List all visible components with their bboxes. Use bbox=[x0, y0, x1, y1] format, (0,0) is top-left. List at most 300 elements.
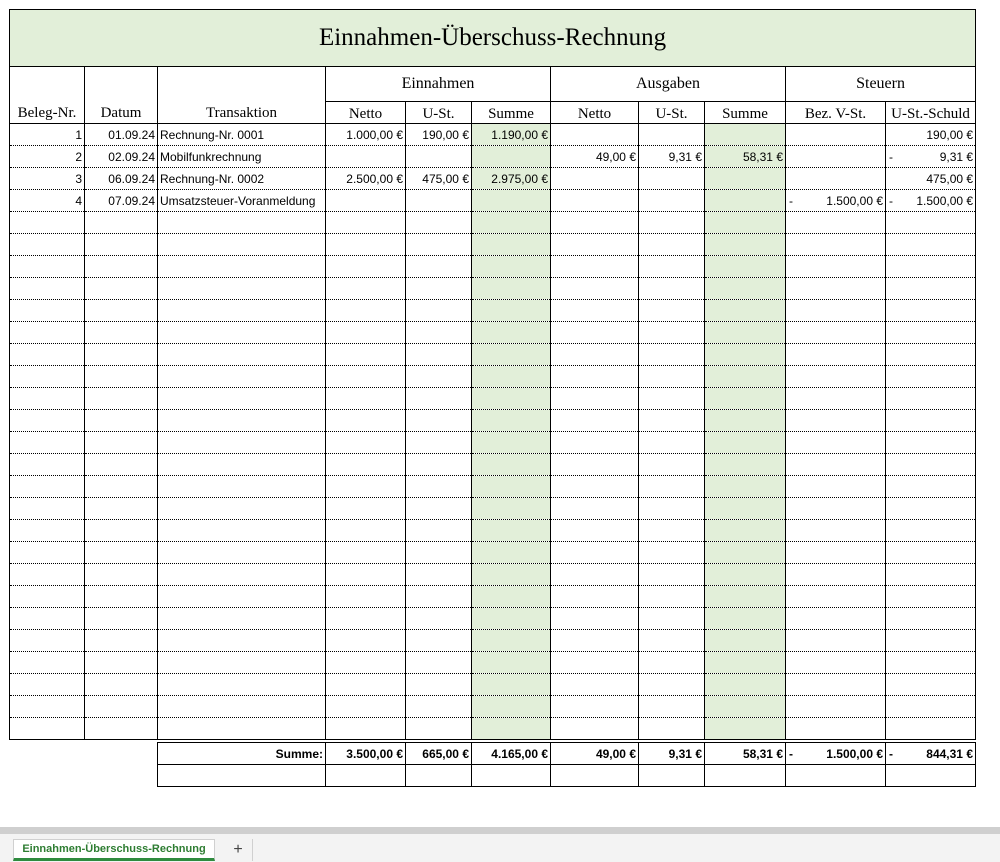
cell-beleg[interactable] bbox=[10, 696, 85, 718]
cell-ausgaben-netto[interactable] bbox=[551, 542, 639, 564]
cell-ust-schuld[interactable] bbox=[886, 564, 976, 586]
cell-einnahmen-netto[interactable] bbox=[326, 564, 406, 586]
cell-einnahmen-summe[interactable] bbox=[472, 146, 551, 168]
total-ausgaben-ust[interactable]: 9,31 € bbox=[639, 743, 705, 765]
cell-ausgaben-netto[interactable] bbox=[551, 366, 639, 388]
cell-einnahmen-summe[interactable] bbox=[472, 410, 551, 432]
total-einnahmen-ust[interactable]: 665,00 € bbox=[406, 743, 472, 765]
cell-einnahmen-ust[interactable] bbox=[406, 520, 472, 542]
cell-ausgaben-summe[interactable] bbox=[705, 212, 786, 234]
cell-einnahmen-ust[interactable] bbox=[406, 674, 472, 696]
cell-transaktion[interactable]: Mobilfunkrechnung bbox=[158, 146, 326, 168]
cell-einnahmen-ust[interactable] bbox=[406, 322, 472, 344]
cell-bez-vst[interactable] bbox=[786, 498, 886, 520]
cell-transaktion[interactable]: Rechnung-Nr. 0001 bbox=[158, 124, 326, 146]
cell-datum[interactable] bbox=[85, 498, 158, 520]
cell-ust-schuld[interactable] bbox=[886, 366, 976, 388]
cell-ausgaben-summe[interactable] bbox=[705, 718, 786, 740]
cell-bez-vst[interactable] bbox=[786, 322, 886, 344]
cell-transaktion[interactable]: Umsatzsteuer-Voranmeldung bbox=[158, 190, 326, 212]
empty-cell[interactable] bbox=[551, 765, 639, 787]
cell-einnahmen-ust[interactable] bbox=[406, 630, 472, 652]
cell-ust-schuld[interactable] bbox=[886, 608, 976, 630]
cell-einnahmen-summe[interactable] bbox=[472, 652, 551, 674]
cell-datum[interactable] bbox=[85, 652, 158, 674]
cell-ausgaben-ust[interactable] bbox=[639, 696, 705, 718]
cell-ausgaben-ust[interactable] bbox=[639, 520, 705, 542]
cell-beleg[interactable] bbox=[10, 256, 85, 278]
cell-einnahmen-netto[interactable] bbox=[326, 586, 406, 608]
cell-ust-schuld[interactable] bbox=[886, 212, 976, 234]
cell-datum[interactable] bbox=[85, 388, 158, 410]
cell-einnahmen-netto[interactable] bbox=[326, 278, 406, 300]
cell-beleg[interactable] bbox=[10, 674, 85, 696]
cell-ust-schuld[interactable] bbox=[886, 234, 976, 256]
cell-einnahmen-summe[interactable] bbox=[472, 190, 551, 212]
cell-bez-vst[interactable] bbox=[786, 608, 886, 630]
cell-einnahmen-ust[interactable] bbox=[406, 586, 472, 608]
cell-ust-schuld[interactable] bbox=[886, 696, 976, 718]
cell-ausgaben-ust[interactable] bbox=[639, 454, 705, 476]
cell-einnahmen-ust[interactable] bbox=[406, 498, 472, 520]
cell-einnahmen-summe[interactable] bbox=[472, 564, 551, 586]
cell-bez-vst[interactable] bbox=[786, 146, 886, 168]
cell-ust-schuld[interactable] bbox=[886, 146, 976, 168]
cell-ausgaben-summe[interactable] bbox=[705, 256, 786, 278]
cell-bez-vst[interactable] bbox=[786, 278, 886, 300]
cell-bez-vst[interactable] bbox=[786, 652, 886, 674]
cell-einnahmen-summe[interactable] bbox=[472, 608, 551, 630]
cell-bez-vst[interactable] bbox=[786, 432, 886, 454]
cell-einnahmen-summe[interactable] bbox=[472, 322, 551, 344]
cell-transaktion[interactable] bbox=[158, 256, 326, 278]
cell-ausgaben-netto[interactable] bbox=[551, 652, 639, 674]
cell-einnahmen-netto[interactable] bbox=[326, 674, 406, 696]
cell-transaktion[interactable] bbox=[158, 388, 326, 410]
total-bez-vst-cell[interactable] bbox=[786, 743, 886, 765]
cell-ausgaben-netto[interactable] bbox=[551, 498, 639, 520]
empty-cell[interactable] bbox=[326, 765, 406, 787]
cell-ausgaben-summe[interactable] bbox=[705, 300, 786, 322]
cell-beleg[interactable]: 3 bbox=[10, 168, 85, 190]
header-datum[interactable]: Datum bbox=[85, 67, 158, 124]
cell-datum[interactable] bbox=[85, 322, 158, 344]
cell-beleg[interactable] bbox=[10, 366, 85, 388]
cell-transaktion[interactable] bbox=[158, 234, 326, 256]
cell-beleg[interactable] bbox=[10, 388, 85, 410]
cell-ausgaben-ust[interactable] bbox=[639, 300, 705, 322]
cell-datum[interactable] bbox=[85, 454, 158, 476]
cell-ausgaben-summe[interactable] bbox=[705, 498, 786, 520]
cell-einnahmen-netto[interactable] bbox=[326, 652, 406, 674]
cell-ausgaben-ust[interactable]: 9,31 € bbox=[639, 146, 705, 168]
cell-ausgaben-ust[interactable] bbox=[639, 476, 705, 498]
cell-bez-vst[interactable] bbox=[786, 388, 886, 410]
cell-einnahmen-ust[interactable] bbox=[406, 542, 472, 564]
cell-ausgaben-netto[interactable] bbox=[551, 476, 639, 498]
cell-einnahmen-netto[interactable] bbox=[326, 410, 406, 432]
cell-einnahmen-summe[interactable] bbox=[472, 212, 551, 234]
cell-ausgaben-ust[interactable] bbox=[639, 674, 705, 696]
cell-bez-vst[interactable] bbox=[786, 168, 886, 190]
sheet-tab-euer[interactable]: Einnahmen-Überschuss-Rechnung bbox=[13, 839, 215, 861]
cell-beleg[interactable]: 2 bbox=[10, 146, 85, 168]
cell-bez-vst[interactable] bbox=[786, 542, 886, 564]
cell-datum[interactable] bbox=[85, 278, 158, 300]
cell-einnahmen-ust[interactable] bbox=[406, 388, 472, 410]
cell-ausgaben-summe[interactable] bbox=[705, 366, 786, 388]
cell-ausgaben-netto[interactable] bbox=[551, 520, 639, 542]
empty-cell[interactable] bbox=[786, 765, 886, 787]
cell-einnahmen-netto[interactable]: 2.500,00 € bbox=[326, 168, 406, 190]
cell-einnahmen-summe[interactable] bbox=[472, 256, 551, 278]
cell-einnahmen-netto[interactable] bbox=[326, 542, 406, 564]
cell-einnahmen-summe[interactable] bbox=[472, 696, 551, 718]
total-einnahmen-netto[interactable]: 3.500,00 € bbox=[326, 743, 406, 765]
cell-einnahmen-ust[interactable]: 475,00 € bbox=[406, 168, 472, 190]
cell-einnahmen-netto[interactable] bbox=[326, 432, 406, 454]
group-ausgaben[interactable]: Ausgaben bbox=[551, 67, 786, 102]
cell-einnahmen-ust[interactable] bbox=[406, 652, 472, 674]
cell-einnahmen-netto[interactable] bbox=[326, 520, 406, 542]
cell-einnahmen-netto[interactable] bbox=[326, 608, 406, 630]
cell-datum[interactable] bbox=[85, 476, 158, 498]
cell-einnahmen-netto[interactable] bbox=[326, 344, 406, 366]
cell-datum[interactable] bbox=[85, 212, 158, 234]
empty-cell[interactable] bbox=[472, 765, 551, 787]
cell-ust-schuld[interactable] bbox=[886, 168, 976, 190]
cell-beleg[interactable] bbox=[10, 498, 85, 520]
cell-ausgaben-netto[interactable] bbox=[551, 410, 639, 432]
cell-einnahmen-ust[interactable] bbox=[406, 410, 472, 432]
empty-cell[interactable] bbox=[639, 765, 705, 787]
cell-ausgaben-netto[interactable] bbox=[551, 630, 639, 652]
cell-ausgaben-summe[interactable] bbox=[705, 586, 786, 608]
cell-einnahmen-summe[interactable] bbox=[472, 388, 551, 410]
cell-ausgaben-netto[interactable] bbox=[551, 564, 639, 586]
cell-beleg[interactable]: 1 bbox=[10, 124, 85, 146]
cell-bez-vst[interactable] bbox=[786, 586, 886, 608]
cell-bez-vst[interactable] bbox=[786, 234, 886, 256]
cell-datum[interactable] bbox=[85, 432, 158, 454]
cell-ust-schuld[interactable] bbox=[886, 498, 976, 520]
cell-einnahmen-ust[interactable] bbox=[406, 234, 472, 256]
cell-ausgaben-ust[interactable] bbox=[639, 608, 705, 630]
cell-ausgaben-netto[interactable] bbox=[551, 256, 639, 278]
cell-datum[interactable] bbox=[85, 674, 158, 696]
cell-einnahmen-summe[interactable]: 2.975,00 € bbox=[472, 168, 551, 190]
cell-bez-vst[interactable] bbox=[786, 410, 886, 432]
cell-einnahmen-summe[interactable] bbox=[472, 718, 551, 740]
cell-bez-vst[interactable] bbox=[786, 124, 886, 146]
cell-beleg[interactable] bbox=[10, 344, 85, 366]
cell-datum[interactable] bbox=[85, 564, 158, 586]
cell-ausgaben-summe[interactable] bbox=[705, 652, 786, 674]
cell-datum[interactable] bbox=[85, 696, 158, 718]
cell-ausgaben-ust[interactable] bbox=[639, 212, 705, 234]
cell-transaktion[interactable] bbox=[158, 300, 326, 322]
cell-datum[interactable] bbox=[85, 718, 158, 740]
cell-ausgaben-netto[interactable] bbox=[551, 674, 639, 696]
group-einnahmen[interactable]: Einnahmen bbox=[326, 67, 551, 102]
total-ausgaben-summe[interactable]: 58,31 € bbox=[705, 743, 786, 765]
cell-ausgaben-summe[interactable] bbox=[705, 696, 786, 718]
cell-bez-vst[interactable] bbox=[786, 696, 886, 718]
cell-ausgaben-ust[interactable] bbox=[639, 234, 705, 256]
header-ausgaben-ust[interactable]: U-St. bbox=[639, 102, 705, 124]
sheet-title[interactable]: Einnahmen-Überschuss-Rechnung bbox=[10, 10, 976, 67]
cell-einnahmen-ust[interactable] bbox=[406, 564, 472, 586]
cell-einnahmen-summe[interactable] bbox=[472, 454, 551, 476]
cell-beleg[interactable] bbox=[10, 608, 85, 630]
cell-bez-vst[interactable] bbox=[786, 564, 886, 586]
cell-datum[interactable]: 07.09.24 bbox=[85, 190, 158, 212]
cell-bez-vst[interactable] bbox=[786, 190, 886, 212]
cell-ust-schuld[interactable] bbox=[886, 520, 976, 542]
cell-einnahmen-summe[interactable] bbox=[472, 300, 551, 322]
cell-bez-vst[interactable] bbox=[786, 212, 886, 234]
cell-datum[interactable]: 01.09.24 bbox=[85, 124, 158, 146]
cell-beleg[interactable] bbox=[10, 520, 85, 542]
cell-ausgaben-netto[interactable] bbox=[551, 454, 639, 476]
cell-ausgaben-ust[interactable] bbox=[639, 388, 705, 410]
cell-ausgaben-summe[interactable]: 58,31 € bbox=[705, 146, 786, 168]
cell-datum[interactable] bbox=[85, 366, 158, 388]
cell-ausgaben-summe[interactable] bbox=[705, 674, 786, 696]
cell-ausgaben-ust[interactable] bbox=[639, 432, 705, 454]
cell-einnahmen-netto[interactable] bbox=[326, 190, 406, 212]
cell-ausgaben-ust[interactable] bbox=[639, 124, 705, 146]
cell-einnahmen-ust[interactable] bbox=[406, 344, 472, 366]
cell-einnahmen-ust[interactable] bbox=[406, 432, 472, 454]
cell-beleg[interactable] bbox=[10, 652, 85, 674]
cell-ust-schuld[interactable] bbox=[886, 718, 976, 740]
cell-ausgaben-summe[interactable] bbox=[705, 190, 786, 212]
cell-einnahmen-summe[interactable] bbox=[472, 520, 551, 542]
cell-ust-schuld[interactable] bbox=[886, 124, 976, 146]
cell-ausgaben-ust[interactable] bbox=[639, 498, 705, 520]
cell-beleg[interactable] bbox=[10, 476, 85, 498]
cell-einnahmen-netto[interactable] bbox=[326, 212, 406, 234]
cell-beleg[interactable] bbox=[10, 542, 85, 564]
cell-transaktion[interactable] bbox=[158, 586, 326, 608]
cell-einnahmen-summe[interactable]: 1.190,00 € bbox=[472, 124, 551, 146]
cell-einnahmen-summe[interactable] bbox=[472, 586, 551, 608]
cell-bez-vst[interactable] bbox=[786, 256, 886, 278]
cell-beleg[interactable] bbox=[10, 432, 85, 454]
header-bez-vst[interactable]: Bez. V-St. bbox=[786, 102, 886, 124]
cell-datum[interactable] bbox=[85, 344, 158, 366]
cell-ausgaben-netto[interactable] bbox=[551, 718, 639, 740]
cell-ust-schuld[interactable] bbox=[886, 542, 976, 564]
cell-ausgaben-summe[interactable] bbox=[705, 278, 786, 300]
cell-transaktion[interactable] bbox=[158, 366, 326, 388]
cell-ausgaben-netto[interactable] bbox=[551, 212, 639, 234]
cell-ausgaben-summe[interactable] bbox=[705, 476, 786, 498]
cell-beleg[interactable] bbox=[10, 322, 85, 344]
cell-ausgaben-summe[interactable] bbox=[705, 608, 786, 630]
cell-ust-schuld[interactable] bbox=[886, 432, 976, 454]
cell-ausgaben-summe[interactable] bbox=[705, 432, 786, 454]
header-einnahmen-netto[interactable]: Netto bbox=[326, 102, 406, 124]
cell-datum[interactable]: 02.09.24 bbox=[85, 146, 158, 168]
cell-beleg[interactable] bbox=[10, 454, 85, 476]
cell-datum[interactable] bbox=[85, 542, 158, 564]
cell-einnahmen-ust[interactable] bbox=[406, 300, 472, 322]
cell-transaktion[interactable] bbox=[158, 322, 326, 344]
cell-transaktion[interactable] bbox=[158, 652, 326, 674]
cell-beleg[interactable] bbox=[10, 410, 85, 432]
empty-cell[interactable] bbox=[406, 765, 472, 787]
add-sheet-icon[interactable]: + bbox=[224, 839, 253, 861]
cell-bez-vst[interactable] bbox=[786, 476, 886, 498]
cell-ausgaben-ust[interactable] bbox=[639, 542, 705, 564]
cell-ust-schuld[interactable] bbox=[886, 300, 976, 322]
cell-einnahmen-ust[interactable] bbox=[406, 608, 472, 630]
empty-cell[interactable] bbox=[158, 765, 326, 787]
group-steuern[interactable]: Steuern bbox=[786, 67, 976, 102]
total-einnahmen-summe[interactable]: 4.165,00 € bbox=[472, 743, 551, 765]
cell-einnahmen-netto[interactable] bbox=[326, 630, 406, 652]
cell-beleg[interactable] bbox=[10, 564, 85, 586]
cell-transaktion[interactable] bbox=[158, 278, 326, 300]
cell-einnahmen-ust[interactable] bbox=[406, 190, 472, 212]
header-ausgaben-netto[interactable]: Netto bbox=[551, 102, 639, 124]
cell-beleg[interactable] bbox=[10, 300, 85, 322]
cell-ausgaben-ust[interactable] bbox=[639, 322, 705, 344]
cell-beleg[interactable] bbox=[10, 234, 85, 256]
cell-beleg[interactable] bbox=[10, 278, 85, 300]
total-ausgaben-netto[interactable]: 49,00 € bbox=[551, 743, 639, 765]
cell-einnahmen-netto[interactable] bbox=[326, 718, 406, 740]
cell-einnahmen-summe[interactable] bbox=[472, 542, 551, 564]
cell-ausgaben-summe[interactable] bbox=[705, 520, 786, 542]
cell-ausgaben-summe[interactable] bbox=[705, 344, 786, 366]
cell-ausgaben-ust[interactable] bbox=[639, 190, 705, 212]
cell-datum[interactable] bbox=[85, 256, 158, 278]
cell-ausgaben-ust[interactable] bbox=[639, 652, 705, 674]
cell-datum[interactable] bbox=[85, 410, 158, 432]
cell-ausgaben-ust[interactable] bbox=[639, 586, 705, 608]
cell-ausgaben-summe[interactable] bbox=[705, 410, 786, 432]
cell-ausgaben-ust[interactable] bbox=[639, 410, 705, 432]
cell-einnahmen-netto[interactable] bbox=[326, 146, 406, 168]
cell-ausgaben-summe[interactable] bbox=[705, 630, 786, 652]
cell-ust-schuld[interactable] bbox=[886, 256, 976, 278]
cell-ausgaben-summe[interactable] bbox=[705, 168, 786, 190]
header-beleg[interactable]: Beleg-Nr. bbox=[10, 67, 85, 124]
cell-ausgaben-ust[interactable] bbox=[639, 168, 705, 190]
cell-einnahmen-summe[interactable] bbox=[472, 432, 551, 454]
cell-einnahmen-summe[interactable] bbox=[472, 498, 551, 520]
cell-transaktion[interactable]: Rechnung-Nr. 0002 bbox=[158, 168, 326, 190]
header-ausgaben-summe[interactable]: Summe bbox=[705, 102, 786, 124]
empty-cell[interactable] bbox=[705, 765, 786, 787]
cell-ausgaben-netto[interactable] bbox=[551, 278, 639, 300]
cell-transaktion[interactable] bbox=[158, 344, 326, 366]
cell-transaktion[interactable] bbox=[158, 212, 326, 234]
cell-ust-schuld[interactable] bbox=[886, 344, 976, 366]
cell-beleg[interactable] bbox=[10, 718, 85, 740]
cell-transaktion[interactable] bbox=[158, 630, 326, 652]
cell-ausgaben-summe[interactable] bbox=[705, 124, 786, 146]
cell-einnahmen-netto[interactable] bbox=[326, 366, 406, 388]
cell-transaktion[interactable] bbox=[158, 608, 326, 630]
cell-datum[interactable] bbox=[85, 234, 158, 256]
cell-transaktion[interactable] bbox=[158, 696, 326, 718]
cell-ausgaben-summe[interactable] bbox=[705, 564, 786, 586]
cell-ausgaben-netto[interactable]: 49,00 € bbox=[551, 146, 639, 168]
cell-einnahmen-summe[interactable] bbox=[472, 674, 551, 696]
cell-einnahmen-summe[interactable] bbox=[472, 344, 551, 366]
cell-bez-vst[interactable] bbox=[786, 674, 886, 696]
cell-ust-schuld[interactable] bbox=[886, 630, 976, 652]
cell-ust-schuld[interactable] bbox=[886, 586, 976, 608]
cell-einnahmen-ust[interactable] bbox=[406, 212, 472, 234]
cell-einnahmen-summe[interactable] bbox=[472, 476, 551, 498]
header-ust-schuld[interactable]: U-St.-Schuld bbox=[886, 102, 976, 124]
cell-einnahmen-ust[interactable] bbox=[406, 278, 472, 300]
cell-ausgaben-ust[interactable] bbox=[639, 366, 705, 388]
header-transaktion[interactable]: Transaktion bbox=[158, 67, 326, 124]
cell-ausgaben-netto[interactable] bbox=[551, 124, 639, 146]
cell-ausgaben-netto[interactable] bbox=[551, 322, 639, 344]
cell-transaktion[interactable] bbox=[158, 410, 326, 432]
cell-transaktion[interactable] bbox=[158, 718, 326, 740]
cell-ausgaben-netto[interactable] bbox=[551, 388, 639, 410]
cell-ausgaben-summe[interactable] bbox=[705, 322, 786, 344]
cell-beleg[interactable] bbox=[10, 586, 85, 608]
cell-einnahmen-netto[interactable] bbox=[326, 388, 406, 410]
cell-beleg[interactable] bbox=[10, 212, 85, 234]
cell-ausgaben-netto[interactable] bbox=[551, 586, 639, 608]
cell-ausgaben-summe[interactable] bbox=[705, 234, 786, 256]
cell-transaktion[interactable] bbox=[158, 498, 326, 520]
cell-transaktion[interactable] bbox=[158, 674, 326, 696]
cell-ausgaben-ust[interactable] bbox=[639, 630, 705, 652]
cell-ausgaben-netto[interactable] bbox=[551, 608, 639, 630]
cell-bez-vst[interactable] bbox=[786, 630, 886, 652]
cell-beleg[interactable] bbox=[10, 630, 85, 652]
cell-einnahmen-netto[interactable] bbox=[326, 454, 406, 476]
cell-datum[interactable] bbox=[85, 520, 158, 542]
cell-ust-schuld[interactable] bbox=[886, 674, 976, 696]
cell-ust-schuld[interactable] bbox=[886, 652, 976, 674]
cell-ausgaben-netto[interactable] bbox=[551, 344, 639, 366]
cell-ausgaben-ust[interactable] bbox=[639, 256, 705, 278]
cell-einnahmen-netto[interactable] bbox=[326, 234, 406, 256]
cell-einnahmen-ust[interactable] bbox=[406, 718, 472, 740]
cell-einnahmen-netto[interactable] bbox=[326, 696, 406, 718]
cell-einnahmen-netto[interactable] bbox=[326, 322, 406, 344]
cell-einnahmen-summe[interactable] bbox=[472, 630, 551, 652]
cell-ausgaben-netto[interactable] bbox=[551, 234, 639, 256]
cell-einnahmen-ust[interactable] bbox=[406, 476, 472, 498]
header-einnahmen-ust[interactable]: U-St. bbox=[406, 102, 472, 124]
cell-transaktion[interactable] bbox=[158, 432, 326, 454]
cell-ausgaben-ust[interactable] bbox=[639, 344, 705, 366]
cell-einnahmen-ust[interactable]: 190,00 € bbox=[406, 124, 472, 146]
cell-einnahmen-ust[interactable] bbox=[406, 146, 472, 168]
cell-transaktion[interactable] bbox=[158, 520, 326, 542]
cell-beleg[interactable]: 4 bbox=[10, 190, 85, 212]
cell-ausgaben-ust[interactable] bbox=[639, 278, 705, 300]
cell-datum[interactable] bbox=[85, 608, 158, 630]
cell-einnahmen-summe[interactable] bbox=[472, 234, 551, 256]
cell-bez-vst[interactable] bbox=[786, 366, 886, 388]
cell-transaktion[interactable] bbox=[158, 542, 326, 564]
cell-einnahmen-ust[interactable] bbox=[406, 256, 472, 278]
